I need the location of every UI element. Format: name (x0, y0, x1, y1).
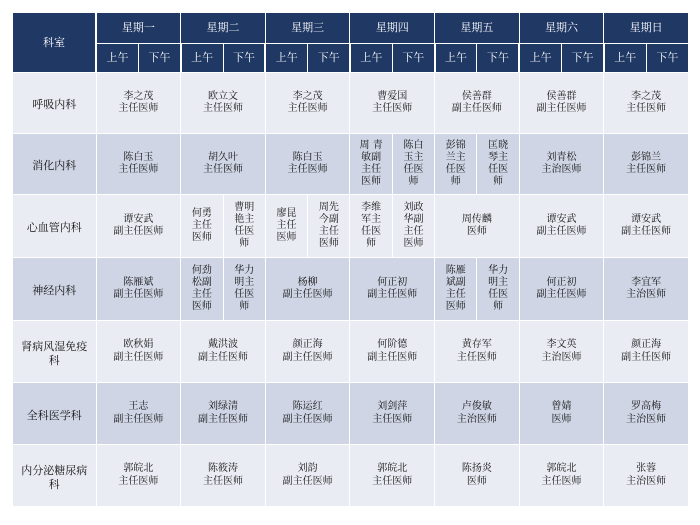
doctor-title: 主任医师 (372, 475, 413, 487)
schedule-slot (435, 321, 520, 383)
schedule-body (13, 73, 689, 507)
schedule-slot (96, 195, 181, 258)
schedule-slot (350, 321, 435, 383)
schedule-slot (604, 195, 689, 258)
doctor-title: 主任医师 (118, 164, 159, 175)
doctor-name: 周传麟 (461, 213, 492, 225)
doctor-title: 副主任医师 (536, 226, 587, 237)
doctor-name-vertical: 廖昆主任医师 (276, 207, 297, 244)
doctor-name: 何阶德 (377, 339, 408, 350)
pm-header: 下午 (646, 44, 688, 73)
doctor-name: 刘青松 (546, 151, 577, 163)
dept-name: 呼吸内科 (13, 73, 97, 134)
doctor-title: 主治医师 (626, 413, 667, 425)
doctor-name: 颜正海 (292, 339, 323, 350)
doctor-name: 郭皖北 (123, 463, 154, 474)
schedule-slot (604, 73, 689, 134)
doctor-name-vertical: 刘政华副主任医师 (403, 201, 424, 250)
schedule-row (13, 195, 689, 258)
schedule-slot (265, 321, 350, 383)
schedule-row (13, 383, 689, 445)
doctor-name: 侯善群 (546, 90, 577, 102)
doctor-title: 副主任医师 (113, 226, 164, 237)
schedule-slot (604, 134, 689, 195)
doctor-name: 刘剑萍 (377, 401, 408, 412)
schedule-slot (265, 134, 350, 195)
am-header: 上午 (96, 44, 138, 73)
dept-name: 消化内科 (13, 134, 97, 195)
schedule-slot (604, 445, 689, 507)
schedule-slot (350, 73, 435, 134)
doctor-title: 主治医师 (626, 475, 667, 487)
doctor-name: 杨柳 (297, 276, 318, 288)
doctor-name: 罗高梅 (631, 401, 662, 412)
schedule-slot (265, 258, 350, 321)
doctor-name: 谭安武 (123, 213, 154, 225)
doctor-title: 主任医师 (118, 103, 159, 114)
doctor-title: 主任医师 (118, 475, 159, 487)
schedule-slot (96, 321, 181, 383)
schedule-row (13, 321, 689, 383)
doctor-title: 副主任医师 (198, 413, 249, 425)
doctor-name: 刘韵 (297, 463, 318, 474)
doctor-name: 戴洪波 (208, 339, 239, 350)
schedule-slot (181, 195, 223, 258)
day-header: 星期六 (519, 13, 604, 44)
schedule-slot (519, 383, 604, 445)
doctor-title: 主任医师 (203, 164, 244, 175)
doctor-name-vertical: 陈雁斌副主任医师 (445, 264, 466, 313)
doctor-name: 张蓉 (636, 463, 657, 474)
pm-header: 下午 (392, 44, 434, 73)
doctor-name: 郭皖北 (546, 463, 577, 474)
schedule-slot (181, 134, 266, 195)
doctor-title: 副主任医师 (451, 103, 502, 114)
schedule-slot (519, 258, 604, 321)
doctor-name: 李之茂 (631, 90, 662, 102)
doctor-title: 副主任医师 (198, 351, 249, 363)
doctor-title: 主任医师 (372, 103, 413, 114)
schedule-row (13, 445, 689, 507)
schedule-slot (181, 383, 266, 445)
doctor-title: 主任医师 (626, 103, 667, 114)
doctor-title: 主任医师 (287, 103, 328, 114)
schedule-slot (350, 258, 435, 321)
schedule-slot (350, 195, 392, 258)
schedule-slot (223, 258, 265, 321)
doctor-title: 副主任医师 (282, 351, 333, 363)
doctor-name: 曾婧 (551, 401, 572, 412)
doctor-name: 陈筱涛 (208, 463, 239, 474)
doctor-name: 曹爱国 (377, 90, 408, 102)
schedule-slot (604, 321, 689, 383)
am-header: 上午 (181, 44, 223, 73)
doctor-title: 主任医师 (456, 351, 497, 363)
doctor-title: 副主任医师 (113, 289, 164, 300)
schedule-slot (519, 321, 604, 383)
doctor-title: 主治医师 (626, 289, 667, 300)
doctor-name: 陈雁斌 (123, 276, 154, 288)
schedule-slot (604, 383, 689, 445)
doctor-title: 主任医师 (287, 164, 328, 175)
schedule-slot (435, 383, 520, 445)
doctor-name: 何正初 (377, 276, 408, 288)
doctor-name: 刘绿清 (208, 401, 239, 412)
doctor-name: 陈扬炎 (461, 463, 492, 474)
doctor-name-vertical: 周先今副主任医师 (318, 201, 339, 250)
dept-name: 肾病风湿免疫科 (13, 321, 97, 383)
dept-name: 全科医学科 (13, 383, 97, 445)
doctor-name-vertical: 匡晓琴主任医师 (488, 139, 509, 188)
schedule-slot (223, 195, 265, 258)
pm-header: 下午 (562, 44, 604, 73)
schedule-slot (308, 195, 350, 258)
doctor-title: 主任医师 (626, 164, 667, 175)
doctor-title: 副主任医师 (113, 351, 164, 363)
day-header: 星期二 (181, 13, 266, 44)
doctor-name: 李之茂 (292, 90, 323, 102)
schedule-slot (181, 445, 266, 507)
day-header: 星期一 (96, 13, 181, 44)
schedule-slot (477, 134, 519, 195)
schedule-slot (181, 321, 266, 383)
schedule-slot (435, 258, 477, 321)
schedule-slot (96, 383, 181, 445)
am-header: 上午 (350, 44, 392, 73)
schedule-row (13, 73, 689, 134)
schedule-slot (519, 134, 604, 195)
schedule-slot (96, 73, 181, 134)
doctor-name: 侯善群 (461, 90, 492, 102)
schedule-slot (435, 134, 477, 195)
doctor-name: 陈白玉 (123, 151, 154, 163)
pm-header: 下午 (223, 44, 265, 73)
doctor-name: 李文英 (546, 339, 577, 350)
doctor-name: 黄存军 (461, 339, 492, 350)
doctor-name: 谭安武 (546, 213, 577, 225)
schedule-slot (96, 445, 181, 507)
day-header: 星期日 (604, 13, 689, 44)
doctor-name: 李之茂 (123, 90, 154, 102)
schedule-slot (519, 195, 604, 258)
doctor-name-vertical: 曹明艳主任医师 (234, 201, 255, 250)
dept-name: 神经内科 (13, 258, 97, 321)
schedule-slot (181, 73, 266, 134)
doctor-title: 主治医师 (541, 351, 582, 363)
doctor-name-vertical: 彭锦兰主任医师 (445, 139, 466, 188)
doctor-title: 主治医师 (541, 164, 582, 175)
schedule-row (13, 258, 689, 321)
doctor-title: 主任医师 (541, 475, 582, 487)
doctor-name: 陈白玉 (292, 151, 323, 163)
schedule-slot (519, 445, 604, 507)
doctor-title: 副主任医师 (282, 289, 333, 300)
doctor-name-vertical: 华力明主任医师 (234, 264, 255, 313)
doctor-title: 医师 (466, 475, 487, 487)
doctor-name: 卢俊敏 (461, 401, 492, 412)
am-header: 上午 (435, 44, 477, 73)
schedule-slot (96, 258, 181, 321)
pm-header: 下午 (138, 44, 180, 73)
doctor-title: 医师 (466, 226, 487, 237)
pm-header: 下午 (477, 44, 519, 73)
schedule-slot (519, 73, 604, 134)
clinic-schedule-table (12, 12, 689, 507)
am-header: 上午 (519, 44, 561, 73)
schedule-slot (265, 195, 307, 258)
doctor-name: 彭锦兰 (631, 151, 662, 163)
doctor-name-vertical: 陈白玉主任医师 (403, 139, 424, 188)
dept-column-header: 科室 (13, 13, 97, 73)
schedule-slot (435, 73, 520, 134)
doctor-name: 颜正海 (631, 339, 662, 350)
am-header: 上午 (265, 44, 307, 73)
dept-name: 内分泌糖尿病科 (13, 445, 97, 507)
doctor-name: 欧立文 (208, 90, 239, 102)
schedule-slot (604, 258, 689, 321)
schedule-row (13, 134, 689, 195)
doctor-name: 何正初 (546, 276, 577, 288)
doctor-title: 副主任医师 (621, 351, 672, 363)
schedule-slot (265, 445, 350, 507)
am-header: 上午 (604, 44, 646, 73)
doctor-name: 胡久叶 (208, 151, 239, 163)
day-header: 星期四 (350, 13, 435, 44)
doctor-title: 副主任医师 (536, 289, 587, 300)
doctor-title: 主任医师 (203, 475, 244, 487)
doctor-name: 郭皖北 (377, 463, 408, 474)
doctor-title: 副主任医师 (367, 351, 418, 363)
schedule-slot (477, 258, 519, 321)
schedule-slot (435, 195, 520, 258)
doctor-title: 副主任医师 (367, 289, 418, 300)
doctor-title: 副主任医师 (621, 226, 672, 237)
schedule-slot (350, 383, 435, 445)
doctor-name-vertical: 周 青敏副主任医师 (359, 139, 383, 188)
dept-name: 心血管内科 (13, 195, 97, 258)
schedule-slot (265, 383, 350, 445)
doctor-title: 主任医师 (203, 103, 244, 114)
doctor-title: 医师 (551, 413, 572, 425)
schedule-slot (96, 134, 181, 195)
schedule-slot (392, 134, 434, 195)
schedule-slot (435, 445, 520, 507)
doctor-name: 陈运红 (292, 401, 323, 412)
doctor-name-vertical: 何勇主任医师 (191, 207, 212, 244)
doctor-title: 副主任医师 (536, 103, 587, 114)
schedule-slot (265, 73, 350, 134)
doctor-name: 王志 (128, 401, 149, 412)
schedule-slot (350, 134, 392, 195)
doctor-name-vertical: 李维军主任医师 (361, 201, 382, 250)
schedule-slot (350, 445, 435, 507)
doctor-name: 李宜军 (631, 276, 662, 288)
day-header: 星期三 (265, 13, 350, 44)
doctor-title: 副主任医师 (282, 413, 333, 425)
schedule-slot (181, 258, 223, 321)
doctor-title: 主任医师 (372, 413, 413, 425)
schedule-header (13, 13, 689, 73)
doctor-title: 副主任医师 (113, 413, 164, 425)
day-header: 星期五 (435, 13, 520, 44)
schedule-slot (392, 195, 434, 258)
doctor-title: 副主任医师 (282, 475, 333, 487)
doctor-title: 主治医师 (456, 413, 497, 425)
doctor-name: 欧秋娟 (123, 339, 154, 350)
doctor-name: 谭安武 (631, 213, 662, 225)
doctor-name-vertical: 华力明主任医师 (488, 264, 509, 313)
doctor-name-vertical: 何劲松副主任医师 (191, 264, 212, 313)
pm-header: 下午 (308, 44, 350, 73)
